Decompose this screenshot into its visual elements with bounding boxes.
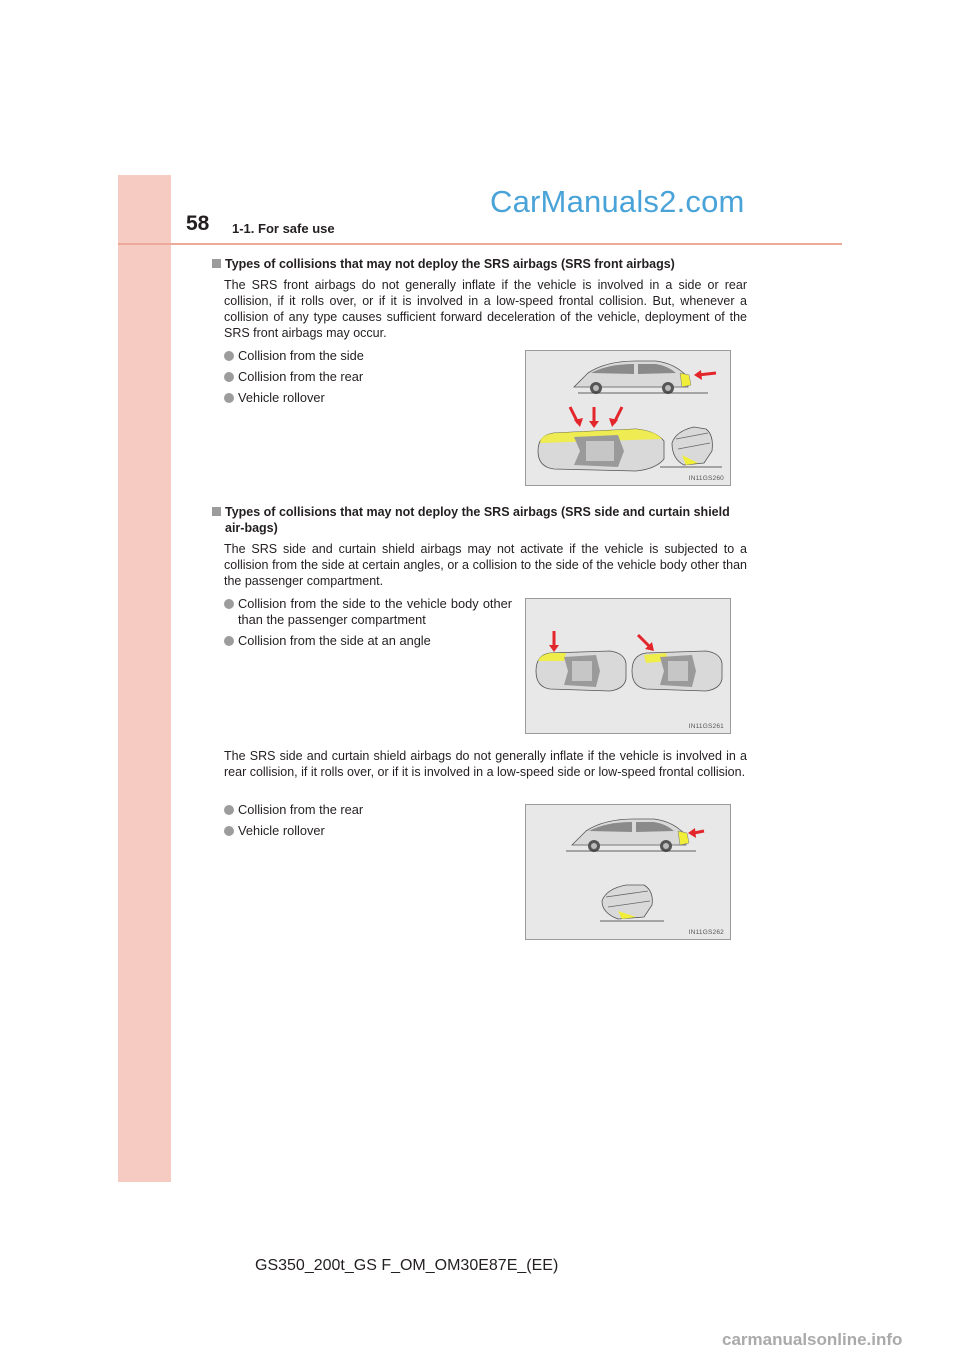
- top-view-car-icon: [536, 631, 626, 691]
- circle-bullet-icon: [224, 826, 234, 836]
- figure-code: IN11GS260: [688, 475, 724, 482]
- side-view-car-icon: [574, 361, 716, 394]
- list-item: Collision from the side to the vehicle body other than the passenger compartment: [224, 596, 512, 628]
- list-item: Vehicle rollover: [224, 823, 514, 839]
- section-paragraph: The SRS front airbags do not generally inflate if the vehicle is involved in a side or rear collision, if it rolls over, or if it is involved in a low-speed frontal collision. But, whenever a collision of any type causes sufficient forward deceleration of the vehicle, deployment of the SRS front airbags may occur.: [224, 278, 747, 340]
- illustration-collision-types-front: [526, 351, 732, 487]
- section-front-airbags: [212, 256, 747, 341]
- square-bullet-icon: [212, 259, 221, 268]
- section-title: 1-1. For safe use: [232, 221, 335, 236]
- watermark-top[interactable]: CarManuals2.com: [490, 184, 745, 219]
- figure-front-airbags: [525, 350, 731, 486]
- illustration-rear-rollover: [526, 805, 732, 941]
- header-rule: [118, 243, 842, 245]
- rollover-car-icon: [660, 427, 722, 467]
- top-view-car-icon: [538, 407, 664, 471]
- illustration-collision-types-side: [526, 599, 732, 735]
- side-view-car-icon: [566, 819, 704, 852]
- page-number: 58: [186, 212, 210, 235]
- list-item: Collision from the rear: [224, 369, 514, 385]
- circle-bullet-icon: [224, 351, 234, 361]
- bullet-list: [224, 348, 514, 411]
- manual-code: GS350_200t_GS F_OM_OM30E87E_(EE): [255, 1257, 559, 1274]
- circle-bullet-icon: [224, 393, 234, 403]
- section-paragraph: The SRS side and curtain shield airbags may not activate if the vehicle is subjected to a collision from the side at certain angles, or a collision to the side of the vehicle body other than the passenger compartment.: [224, 542, 747, 588]
- bullet-list: [224, 596, 512, 654]
- section-paragraph: The SRS side and curtain shield airbags do not generally inflate if the vehicle is involved in a rear collision, if it rolls over, or if it is involved in a low-speed side or low-speed frontal collision.: [224, 749, 747, 779]
- circle-bullet-icon: [224, 805, 234, 815]
- top-view-car-icon: [632, 635, 722, 691]
- section-heading: Types of collisions that may not deploy the SRS airbags (SRS front airbags): [212, 256, 747, 272]
- side-band: [118, 175, 171, 1182]
- circle-bullet-icon: [224, 636, 234, 646]
- section-side-curtain-airbags: [212, 504, 747, 589]
- figure-code: IN11GS261: [688, 723, 724, 730]
- figure-code: IN11GS262: [688, 929, 724, 936]
- watermark-bottom[interactable]: carmanualsonline.info: [722, 1330, 903, 1349]
- list-item: Collision from the side at an angle: [224, 633, 512, 649]
- list-item: Collision from the side: [224, 348, 514, 364]
- figure-rear-rollover: [525, 804, 731, 940]
- circle-bullet-icon: [224, 599, 234, 609]
- list-item: Vehicle rollover: [224, 390, 514, 406]
- circle-bullet-icon: [224, 372, 234, 382]
- section-side-airbags-continued: [212, 748, 747, 780]
- bullet-list: [224, 802, 514, 844]
- section-heading: Types of collisions that may not deploy the SRS airbags (SRS side and curtain shield air-bags): [212, 504, 747, 536]
- figure-side-airbags: [525, 598, 731, 734]
- square-bullet-icon: [212, 507, 221, 516]
- rollover-car-icon: [600, 885, 664, 921]
- list-item: Collision from the rear: [224, 802, 514, 818]
